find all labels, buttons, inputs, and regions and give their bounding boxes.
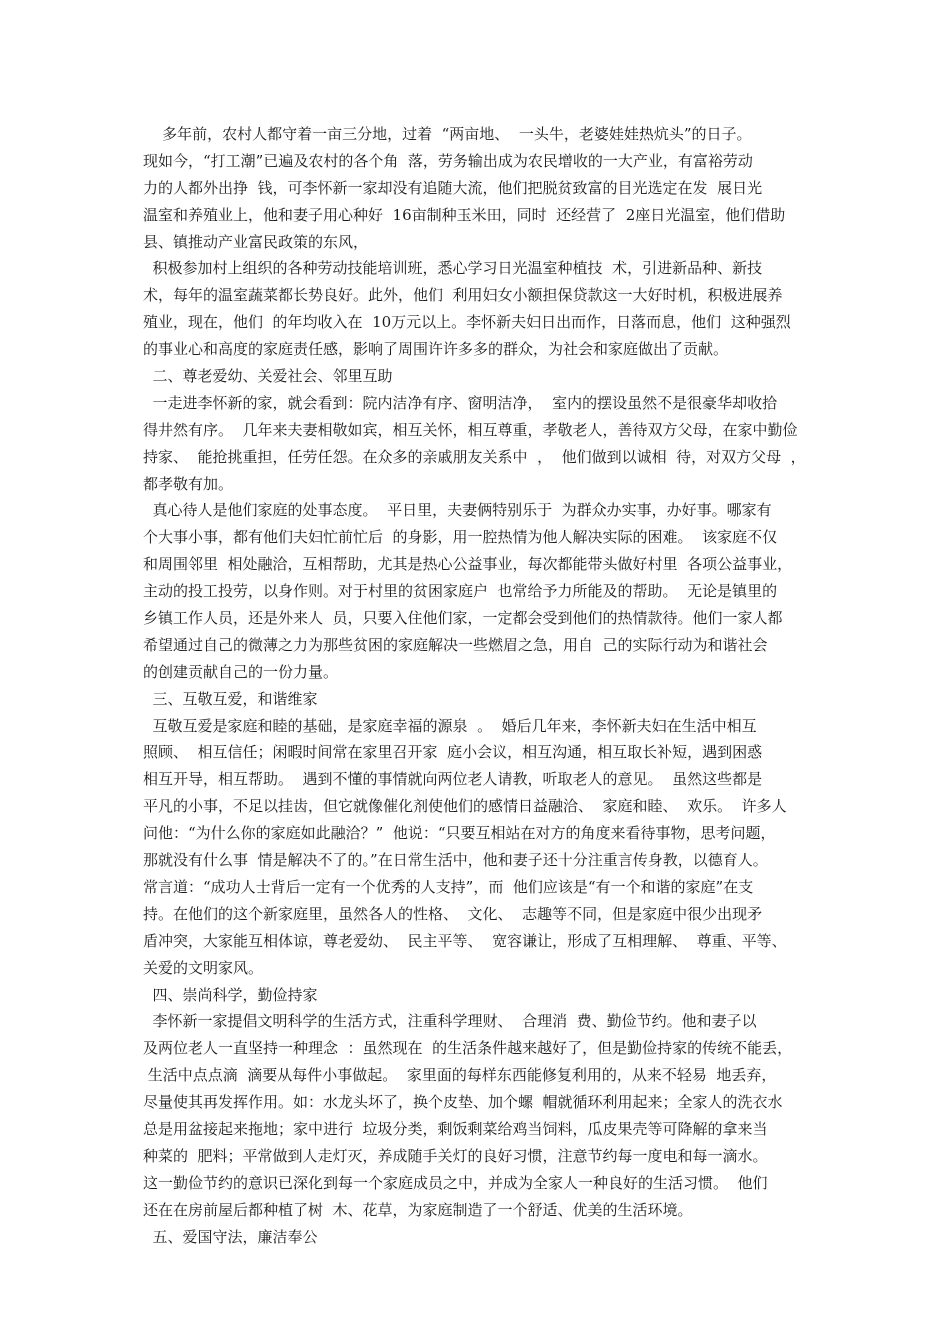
text-line: 真心待人是他们家庭的处事态度。 平日里，夫妻俩特别乐于 为群众办实事，办好事。哪家有 (143, 501, 772, 520)
text-line: 常言道：“成功人士背后一定有一个优秀的人支持”，而 他们应该是“有一个和谐的家庭”在支 (143, 877, 754, 896)
text-line: 温室和养殖业上，他和妻子用心种好 16亩制种玉米田，同时 还经营了 2座日光温室，他们借助 (143, 205, 786, 224)
text-line: 现如今，“打工潮”已遍及农村的各个角 落，劳务输出成为农民增收的一大产业，有富裕劳动 (143, 151, 753, 170)
text-line: 那就没有什么事 情是解决不了的。”在日常生活中，他和妻子还十分注重言传身教，以德育人。 (143, 851, 768, 870)
text-line: 持家、 能抢挑重担，任劳任怨。在众多的亲戚朋友关系中 ， 他们做到以诚相 待，对双方父母 ， (143, 447, 806, 466)
text-line: 照顾、 相互信任；闲暇时间常在家里召开家 庭小会议，相互沟通，相互取长补短，遇到困惑 (143, 743, 763, 762)
text-line: 生活中点点滴 滴要从每件小事做起。 家里面的每样东西能修复利用的，从来不轻易 地丢弃， (143, 1066, 777, 1085)
text-line: 个大事小事，都有他们夫妇忙前忙后 的身影，用一腔热情为他人解决实际的困难。 该家庭不仅 (143, 528, 778, 547)
text-line: 问他：“为什么你的家庭如此融洽？” 他说：“只要互相站在对方的角度来看待事物，思考问题， (143, 824, 776, 843)
text-line: 和周围邻里 相处融洽，互相帮助，尤其是热心公益事业，每次都能带头做好村里 各项公益事业， (143, 555, 793, 574)
text-line: 尽量使其再发挥作用。如：水龙头坏了，换个皮垫、加个螺 帽就循环利用起来；全家人的洗衣水 (143, 1093, 783, 1112)
text-line: 多年前，农村人都守着一亩三分地，过着 “两亩地、 一头牛，老婆娃娃热炕头”的日子。 (143, 125, 752, 143)
text-line: 四、崇尚科学，勤俭持家 (143, 985, 318, 1004)
text-line: 殖业，现在，他们 的年均收入在 10万元以上。李怀新夫妇日出而作，日落而息，他们 这种强烈 (143, 313, 791, 332)
text-line: 这一勤俭节约的意识已深化到每一个家庭成员之中，并成为全家人一种良好的生活习惯。 他们 (143, 1173, 768, 1192)
text-line: 二、尊老爱幼、关爱社会、邻里互助 (143, 367, 393, 386)
text-line: 互敬互爱是家庭和睦的基础，是家庭幸福的源泉 。 婚后几年来，李怀新夫妇在生活中相互 (143, 716, 757, 735)
text-line: 都孝敬有加。 (143, 474, 234, 493)
text-line: 盾冲突，大家能互相体谅，尊老爱幼、 民主平等、 宽容谦让，形成了互相理解、 尊重、平等、 (143, 931, 787, 950)
text-line: 县、镇推动产业富民政策的东风， (143, 232, 369, 251)
text-line: 的事业心和高度的家庭责任感，影响了周围许许多多的群众，为社会和家庭做出了贡献。 (143, 340, 729, 359)
text-line: 持。在他们的这个新家庭里，虽然各人的性格、 文化、 志趣等不同，但是家庭中很少出现矛 (143, 904, 763, 923)
text-line: 五、爱国守法，廉洁奉公 (143, 1227, 318, 1246)
text-line: 还在在房前屋后都种植了树 木、花草，为家庭制造了一个舒适、优美的生活环境。 (143, 1200, 693, 1219)
text-line: 的创建贡献自己的一份力量。 (143, 662, 339, 681)
text-line: 关爱的文明家风。 (143, 958, 264, 977)
text-line: 一走进李怀新的家，就会看到：院内洁净有序、窗明洁净， 室内的摆设虽然不是很豪华却收拾 (143, 393, 778, 412)
text-line: 希望通过自己的微薄之力为那些贫困的家庭解决一些燃眉之急，用自 己的实际行动为和谐社会 (143, 635, 768, 654)
text-line: 种菜的 肥料；平常做到人走灯灭，养成随手关灯的良好习惯，注意节约每一度电和每一滴水。 (143, 1146, 768, 1165)
text-line: 及两位老人一直坚持一种理念 ：虽然现在 的生活条件越来越好了，但是勤俭持家的传统不能丢， (143, 1039, 793, 1058)
text-line: 乡镇工作人员，还是外来人 员，只要入住他们家，一定都会受到他们的热情款待。他们一家人都 (143, 609, 783, 628)
text-line: 相互开导，相互帮助。 遇到不懂的事情就向两位老人请教，听取老人的意见。 虽然这些都是 (143, 770, 763, 789)
text-line: 积极参加村上组织的各种劳动技能培训班，悉心学习日光温室种植技 术，引进新品种、新技 (143, 259, 763, 278)
text-line: 三、互敬互爱，和谐维家 (143, 689, 318, 708)
text-line: 总是用盆接起来拖地；家中进行 垃圾分类，剩饭剩菜给鸡当饲料，瓜皮果壳等可降解的拿来当 (143, 1119, 768, 1138)
text-line: 力的人都外出挣 钱，可李怀新一家却没有追随大流，他们把脱贫致富的目光选定在发 展日光 (143, 178, 763, 197)
text-line: 得井然有序。 几年来夫妻相敬如宾，相互关怀，相互尊重，孝敬老人，善待双方父母，在家中勤俭 (143, 420, 798, 439)
text-line: 平凡的小事，不足以挂齿，但它就像催化剂使他们的感情日益融洽、 家庭和睦、 欢乐。 许多人 (143, 797, 787, 816)
document-page (143, 121, 823, 1250)
text-line: 主动的投工投劳，以身作则。对于村里的贫困家庭户 也常给予力所能及的帮助。 无论是镇里的 (143, 582, 778, 601)
text-line: 李怀新一家提倡文明科学的生活方式，注重科学理财、 合理消 费、勤俭节约。他和妻子以 (143, 1012, 757, 1031)
text-line: 术，每年的温室蔬菜都长势良好。此外，他们 利用妇女小额担保贷款这一大好时机，积极进展养 (143, 286, 783, 305)
